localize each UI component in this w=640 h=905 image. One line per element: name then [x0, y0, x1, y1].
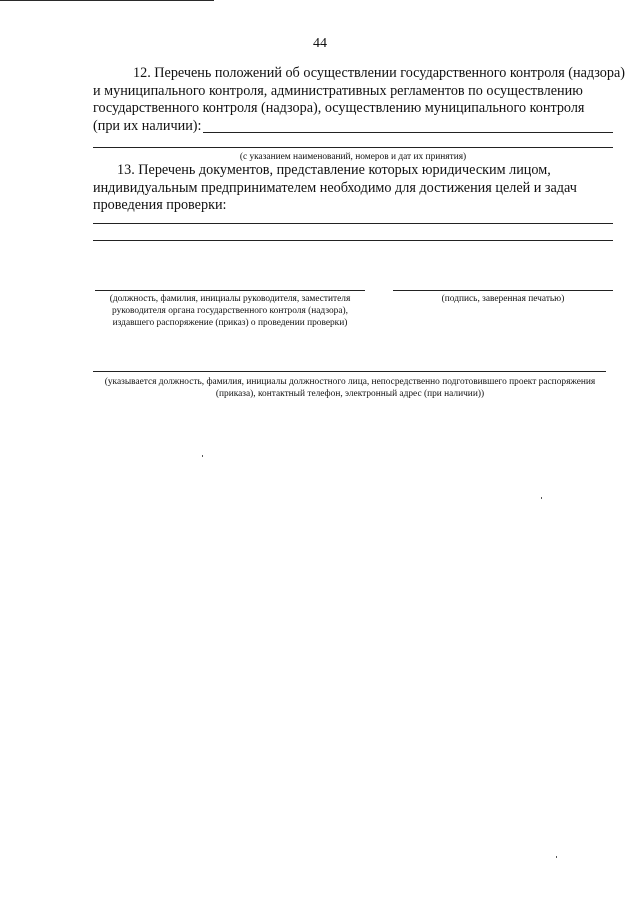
item-13-blank-line-2[interactable] [93, 240, 613, 241]
signature-position-line[interactable] [95, 290, 365, 291]
scan-speck [541, 497, 542, 499]
page-number: 44 [313, 36, 327, 51]
scan-speck [202, 455, 203, 457]
item-12-line-3: государственного контроля (надзора), осуществлению муниципального контроля [93, 100, 585, 116]
scan-speck [556, 856, 557, 858]
item-12-line-1: 12. Перечень положений об осуществлении государственного контроля (надзора) [133, 65, 626, 81]
item-12-blank-line-2[interactable] [93, 147, 613, 148]
item-13-paragraph [93, 162, 613, 215]
signature-sign-line[interactable] [393, 290, 613, 291]
item-12-line-4: (при их наличии): [93, 118, 613, 136]
item-13-blank-line-1[interactable] [93, 223, 613, 224]
item-12-line-2: и муниципального контроля, административных регламентов по осуществлению [93, 82, 583, 99]
item-12-blank-field[interactable] [203, 118, 613, 133]
item-13-line-1: 13. Перечень документов, представление которых юридическим лицом, [117, 162, 551, 178]
preparer-line[interactable] [93, 371, 606, 372]
item-13-line-2: индивидуальным предпринимателем необходимо для достижения целей и задач [93, 179, 577, 196]
preparer-caption: (указывается должность, фамилия, инициалы должностного лица, непосредственно подготовившего проект распоряжения (приказа), контактный телефон, электронный адрес (при наличии)) [104, 377, 596, 399]
item-12-paragraph [93, 65, 626, 135]
signature-sign-caption: (подпись, заверенная печатью) [441, 294, 565, 304]
item-12-caption: (с указанием наименований, номеров и дат их принятия) [239, 152, 467, 162]
signature-position-caption: (должность, фамилия, инициалы руководителя, заместителя руководителя органа государственного контроля (надзора), издавшего распоряжение (приказ) о проведении проверки) [109, 294, 351, 328]
scan-edge-line [0, 0, 214, 1]
item-13-line-3: проведения проверки: [93, 197, 227, 213]
